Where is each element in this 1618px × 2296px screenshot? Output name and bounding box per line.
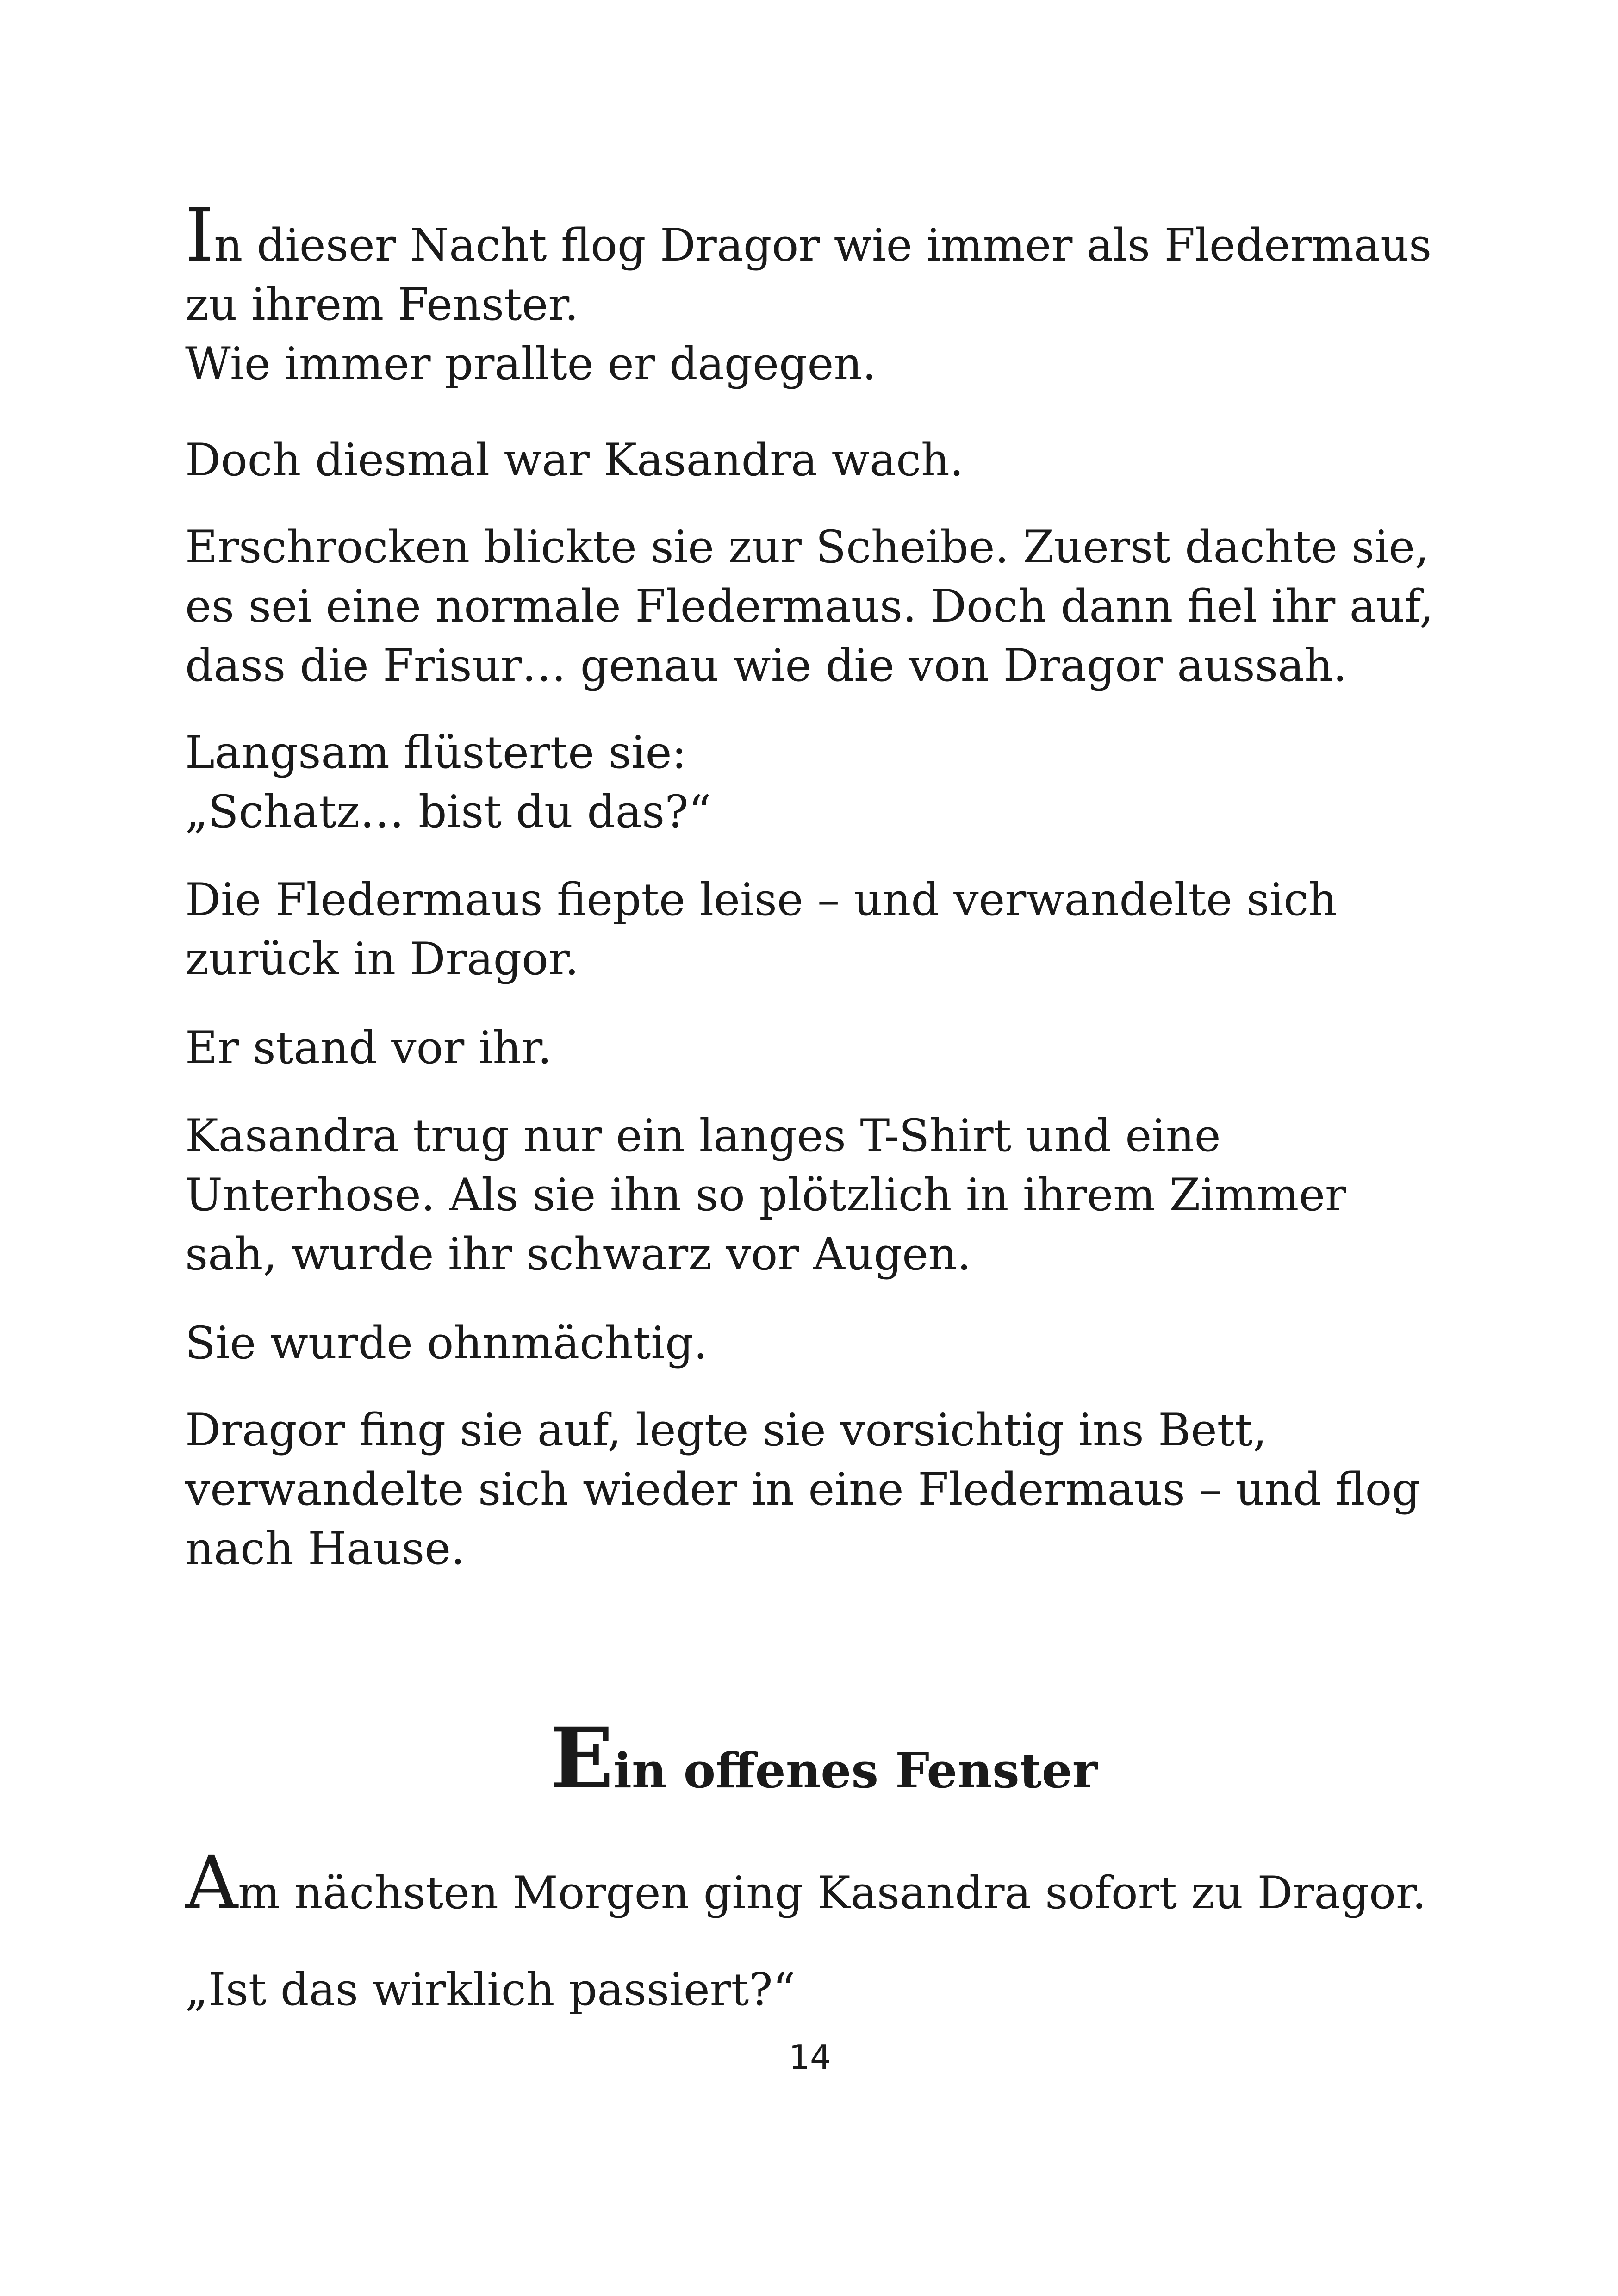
paragraph-line: sah, wurde ihr schwarz vor Augen. (185, 1228, 971, 1280)
page-number: 14 (789, 2038, 831, 2077)
paragraph-line: Unterhose. Als sie ihn so plötzlich in ihrem Zimmer (185, 1169, 1346, 1221)
drop-initial: A (185, 1841, 238, 1926)
paragraph-line: „Schatz… bist du das?“ (185, 786, 711, 838)
paragraph-line: Am nächsten Morgen ging Kasandra sofort zu Dragor. (185, 1841, 1426, 1926)
paragraph-line: Erschrocken blickte sie zur Scheibe. Zuerst dachte sie, (185, 521, 1429, 573)
paragraph-line: In dieser Nacht flog Dragor wie immer als Fledermaus (185, 193, 1432, 278)
paragraph-line: verwandelte sich wieder in eine Fledermaus – und flog (185, 1463, 1420, 1515)
paragraph-line: zu ihrem Fenster. (185, 279, 579, 330)
chapter-title (185, 1710, 1462, 1807)
paragraph-line: Sie wurde ohnmächtig. (185, 1317, 708, 1369)
paragraph-line: zurück in Dragor. (185, 933, 579, 985)
paragraph-kasandra-awake (185, 430, 1462, 490)
paragraph-line: es sei eine normale Fledermaus. Doch dann fiel ihr auf, (185, 580, 1434, 632)
paragraph-question (185, 1960, 1462, 2019)
paragraph-standing (185, 1018, 1462, 1077)
paragraph-flight-home (185, 1400, 1462, 1578)
chapter-title-text: in offenes Fenster (613, 1742, 1098, 1799)
paragraph-line: „Ist das wirklich passiert?“ (185, 1964, 796, 2016)
paragraph-line: Er stand vor ihr. (185, 1022, 552, 1074)
paragraph-line: Wie immer prallte er dagegen. (185, 338, 877, 390)
paragraph-line: Dragor fing sie auf, legte sie vorsichtig ins Bett, (185, 1404, 1267, 1456)
paragraph-window-glance (185, 517, 1462, 695)
paragraph-next-morning (185, 1841, 1462, 1926)
paragraph-line: Doch diesmal war Kasandra wach. (185, 434, 964, 486)
paragraph-night-flight (185, 193, 1462, 393)
drop-initial: I (185, 193, 214, 278)
paragraph-unconscious (185, 1313, 1462, 1373)
chapter-initial: E (550, 1710, 614, 1807)
paragraph-line: dass die Frisur… genau wie die von Dragor aussah. (185, 640, 1347, 691)
paragraph-transformation (185, 870, 1462, 989)
paragraph-line: Langsam flüsterte sie: (185, 727, 687, 778)
paragraph-line: Die Fledermaus fiepte leise – und verwandelte sich (185, 874, 1337, 926)
paragraph-fainting-cause (185, 1106, 1462, 1284)
paragraph-line: Kasandra trug nur ein langes T-Shirt und eine (185, 1110, 1221, 1162)
paragraph-whisper (185, 723, 1462, 841)
paragraph-line: nach Hause. (185, 1523, 465, 1574)
